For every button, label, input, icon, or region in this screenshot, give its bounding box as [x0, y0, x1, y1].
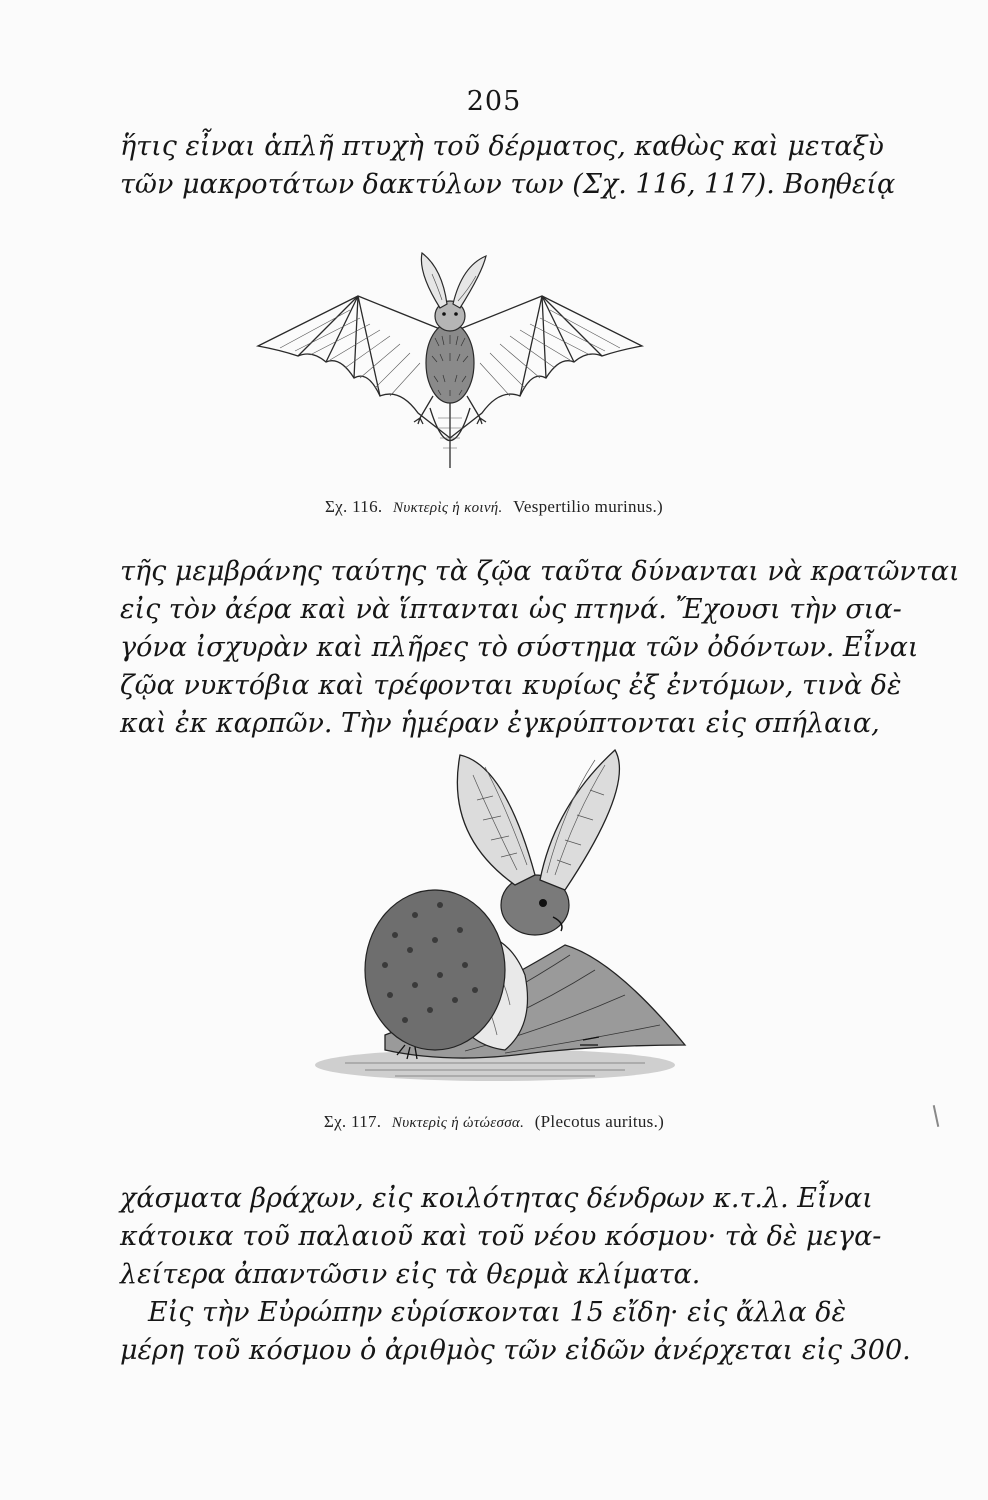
text-line: τῶν μακροτάτων δακτύλων των (Σχ. 116, 117). Βοηθείᾳ — [120, 169, 896, 200]
bat-illustration-117 — [265, 745, 715, 1090]
figure-116-caption — [0, 497, 988, 517]
text-line: γόνα ἰσχυρὰν καὶ πλῆρες τὸ σύστημα τῶν ὀδόντων. Εἶναι — [120, 632, 919, 663]
figure-116-number: Σχ. 116. — [324, 497, 383, 516]
paragraph-top — [120, 128, 896, 204]
text-line: χάσματα βράχων, εἰς κοιλότητας δένδρων κ.τ.λ. Εἶναι — [120, 1183, 873, 1214]
text-line: ἥτις εἶναι ἁπλῆ πτυχὴ τοῦ δέρματος, καθὼς καὶ μεταξὺ — [120, 131, 884, 162]
text-line: μέρη τοῦ κόσμου ὁ ἀριθμὸς τῶν εἰδῶν ἀνέρχεται εἰς 300. — [120, 1335, 911, 1366]
text-line: τῆς μεμβράνης ταύτης τὰ ζῷα ταῦτα δύνανται νὰ κρατῶνται — [120, 556, 960, 587]
figure-117-caption — [0, 1112, 988, 1132]
text-line: ζῷα νυκτόβια καὶ τρέφονται κυρίως ἐξ ἐντόμων, τινὰ δὲ — [120, 670, 902, 701]
figure-117-number: Σχ. 117. — [323, 1112, 382, 1131]
paragraph-middle — [120, 553, 960, 743]
page-number: 205 — [466, 86, 522, 117]
figure-117-latin-name: (Plecotus auritus.) — [534, 1112, 665, 1131]
figure-116-greek-name: Νυκτερὶς ἡ κοινή. — [393, 500, 503, 516]
text-line: Εἰς τὴν Εὐρώπην εὑρίσκονται 15 εἴδη· εἰς ἄλλα δὲ — [148, 1297, 846, 1328]
figure-116-latin-name: Vespertilio murinus.) — [513, 497, 664, 516]
long-eared-bat-image — [265, 745, 715, 1090]
bat-spread-wings-image — [250, 238, 650, 478]
text-line: καὶ ἐκ καρπῶν. Τὴν ἡμέραν ἐγκρύπτονται εἰς σπήλαια, — [120, 708, 880, 739]
bat-illustration-116 — [250, 238, 650, 478]
text-line: εἰς τὸν ἀέρα καὶ νὰ ἵπτανται ὡς πτηνά. Ἔχουσι τὴν σια- — [120, 594, 902, 625]
figure-117-greek-name: Νυκτερὶς ἡ ὠτώεσσα. — [391, 1115, 525, 1131]
text-line: κάτοικα τοῦ παλαιοῦ καὶ τοῦ νέου κόσμου· τὰ δὲ μεγα- — [120, 1221, 882, 1252]
paragraph-bottom — [120, 1180, 911, 1370]
text-line: λείτερα ἀπαντῶσιν εἰς τὰ θερμὰ κλίματα. — [120, 1259, 701, 1290]
